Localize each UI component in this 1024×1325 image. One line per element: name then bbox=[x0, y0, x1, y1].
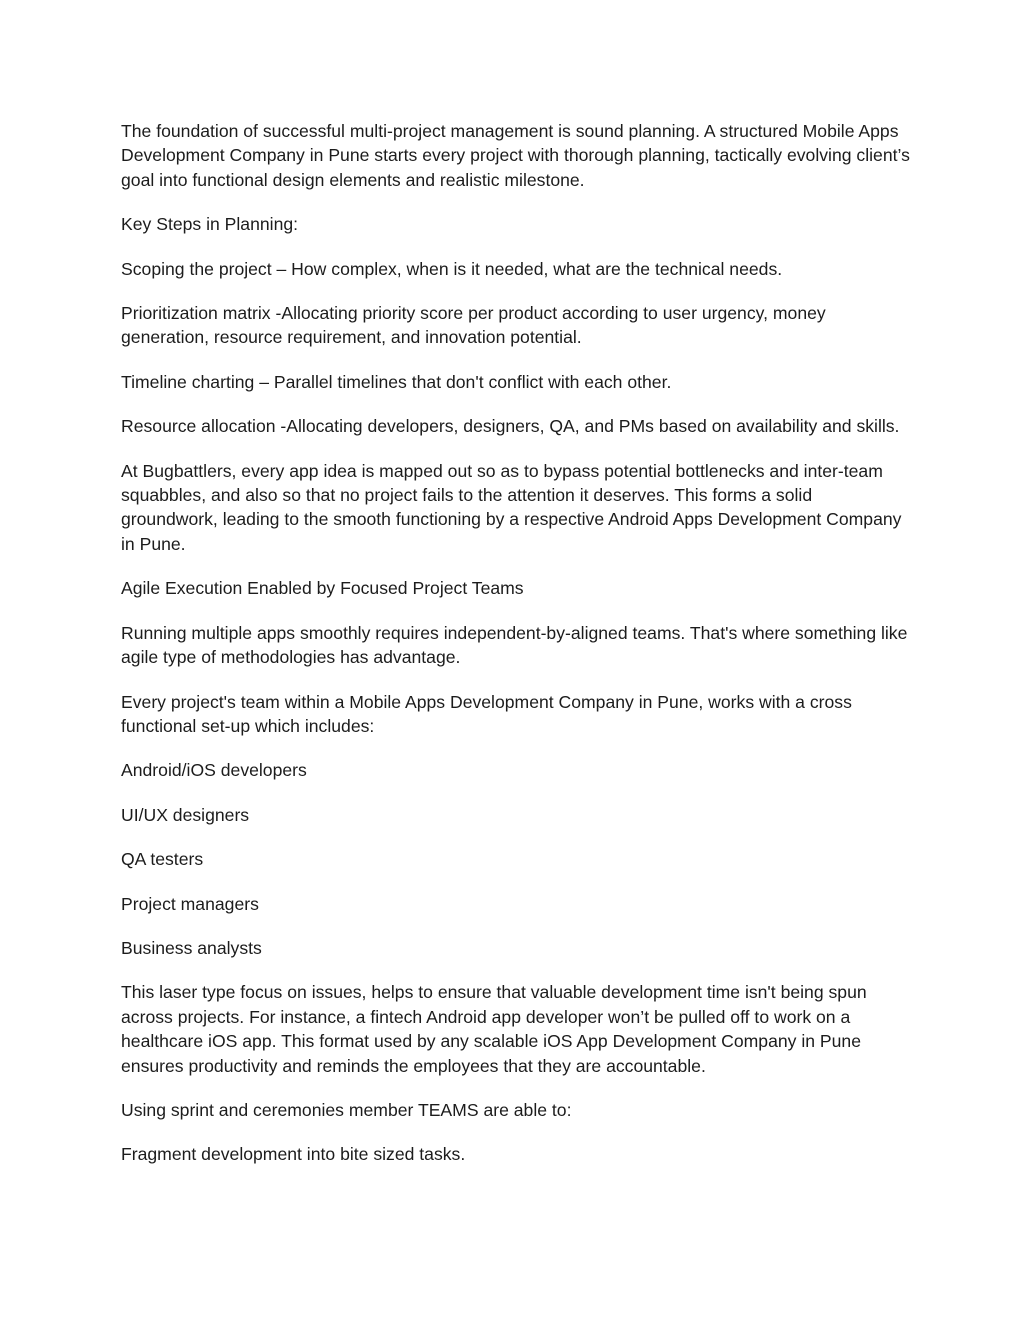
paragraph-sprint: Using sprint and ceremonies member TEAMS are able to: bbox=[121, 1099, 572, 1120]
paragraph-laser-focus: This laser type focus on issues, helps to ensure that valuable development time isn't being spun across projects. For instance, a fintech Android app developer won’t be pulled off to work on a healthcare iOS app. This format used by any scalable iOS App Development Company in Pune ensures productivity and reminds the employees that they are accountable. bbox=[121, 982, 867, 1076]
paragraph-scoping: Scoping the project – How complex, when is it needed, what are the technical needs. bbox=[121, 258, 783, 279]
paragraph-team-setup: Every project's team within a Mobile Apps Development Company in Pune, works with a cross functional set-up which includes: bbox=[121, 691, 852, 736]
paragraph-key-steps-heading: Key Steps in Planning: bbox=[121, 214, 299, 235]
document-body bbox=[121, 119, 911, 1187]
paragraph-fragment: Fragment development into bite sized tasks. bbox=[121, 1144, 466, 1165]
paragraph-role-qa: QA testers bbox=[121, 849, 204, 870]
paragraph-role-pm: Project managers bbox=[121, 893, 259, 914]
paragraph-bugbattlers: At Bugbattlers, every app idea is mapped out so as to bypass potential bottlenecks and inter-team squabbles, and also so that no project fails to the attention it deserves. This forms a solid groundwork, leading to the smooth functioning by a respective Android Apps Development Company in Pune. bbox=[121, 460, 902, 554]
paragraph-agile-heading: Agile Execution Enabled by Focused Project Teams bbox=[121, 578, 524, 599]
paragraph-timeline: Timeline charting – Parallel timelines that don't conflict with each other. bbox=[121, 371, 672, 392]
paragraph-role-developers: Android/iOS developers bbox=[121, 760, 307, 781]
paragraph-resource-allocation: Resource allocation -Allocating developers, designers, QA, and PMs based on availability and skills. bbox=[121, 416, 900, 437]
paragraph-role-designers: UI/UX designers bbox=[121, 804, 250, 825]
paragraph-intro: The foundation of successful multi-project management is sound planning. A structured Mobile Apps Development Company in Pune starts every project with thorough planning, tactically evolving client’s goal into functional design elements and realistic milestone. bbox=[121, 121, 910, 190]
paragraph-running-apps: Running multiple apps smoothly requires independent-by-aligned teams. That's where something like agile type of methodologies has advantage. bbox=[121, 622, 908, 668]
paragraph-role-ba: Business analysts bbox=[121, 937, 262, 958]
paragraph-prioritization: Prioritization matrix -Allocating priority score per product according to user urgency, money generation, resource requirement, and innovation potential. bbox=[121, 303, 826, 348]
